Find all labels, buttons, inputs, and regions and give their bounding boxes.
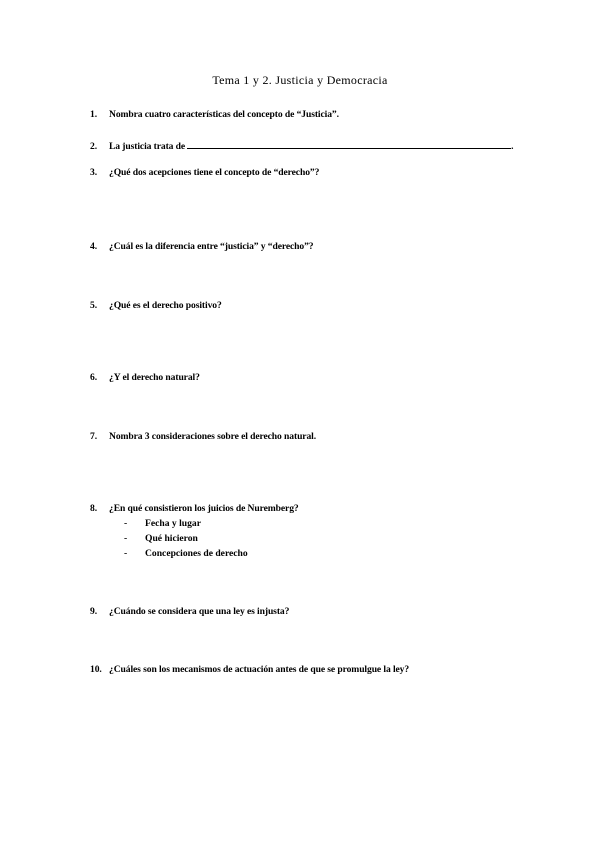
question-text: ¿Cuáles son los mecanismos de actuación antes de que se promulgue la ley? [109, 664, 410, 675]
question-text: ¿Cuál es la diferencia entre “justicia” y “derecho”? [109, 241, 314, 252]
list-item-text: Fecha y lugar [145, 518, 201, 529]
document-title: Tema 1 y 2. Justicia y Democracia [212, 73, 388, 87]
question-text: Nombra cuatro características del concepto de “Justicia”. [109, 109, 339, 120]
question-3 [90, 167, 319, 178]
question-text: ¿Cuándo se considera que una ley es injusta? [109, 606, 290, 617]
question-6 [90, 372, 200, 383]
question-number: 8. [90, 503, 97, 514]
question-end-punct: . [511, 141, 514, 152]
question-text: ¿Qué es el derecho positivo? [109, 300, 222, 311]
question-text: ¿Qué dos acepciones tiene el concepto de “derecho”? [109, 167, 320, 178]
question-2 [90, 139, 513, 152]
bullet-dash: - [124, 548, 128, 559]
question-number: 2. [90, 141, 97, 152]
answer-blank-line[interactable] [187, 139, 511, 149]
question-number: 9. [90, 606, 97, 617]
question-10 [90, 664, 409, 675]
list-item [124, 548, 248, 559]
list-item-text: Concepciones de derecho [145, 548, 248, 559]
question-number: 10. [90, 664, 102, 675]
question-5 [90, 300, 222, 311]
question-text: Nombra 3 consideraciones sobre el derecho natural. [109, 431, 317, 442]
question-text: ¿Y el derecho natural? [109, 372, 200, 383]
question-text: ¿En qué consistieron los juicios de Nuremberg? [109, 503, 299, 514]
list-item-text: Qué hicieron [145, 533, 198, 544]
question-number: 5. [90, 300, 97, 311]
bullet-dash: - [124, 533, 128, 544]
question-number: 6. [90, 372, 97, 383]
bullet-dash: - [124, 518, 128, 529]
question-1 [90, 109, 339, 120]
question-8 [90, 503, 299, 514]
list-item [124, 533, 198, 544]
question-7 [90, 431, 316, 442]
question-4 [90, 241, 314, 252]
question-text: La justicia trata de [109, 141, 186, 152]
list-item [124, 518, 201, 529]
question-9 [90, 606, 289, 617]
question-number: 1. [90, 109, 97, 120]
question-number: 4. [90, 241, 97, 252]
question-number: 3. [90, 167, 97, 178]
question-number: 7. [90, 431, 97, 442]
